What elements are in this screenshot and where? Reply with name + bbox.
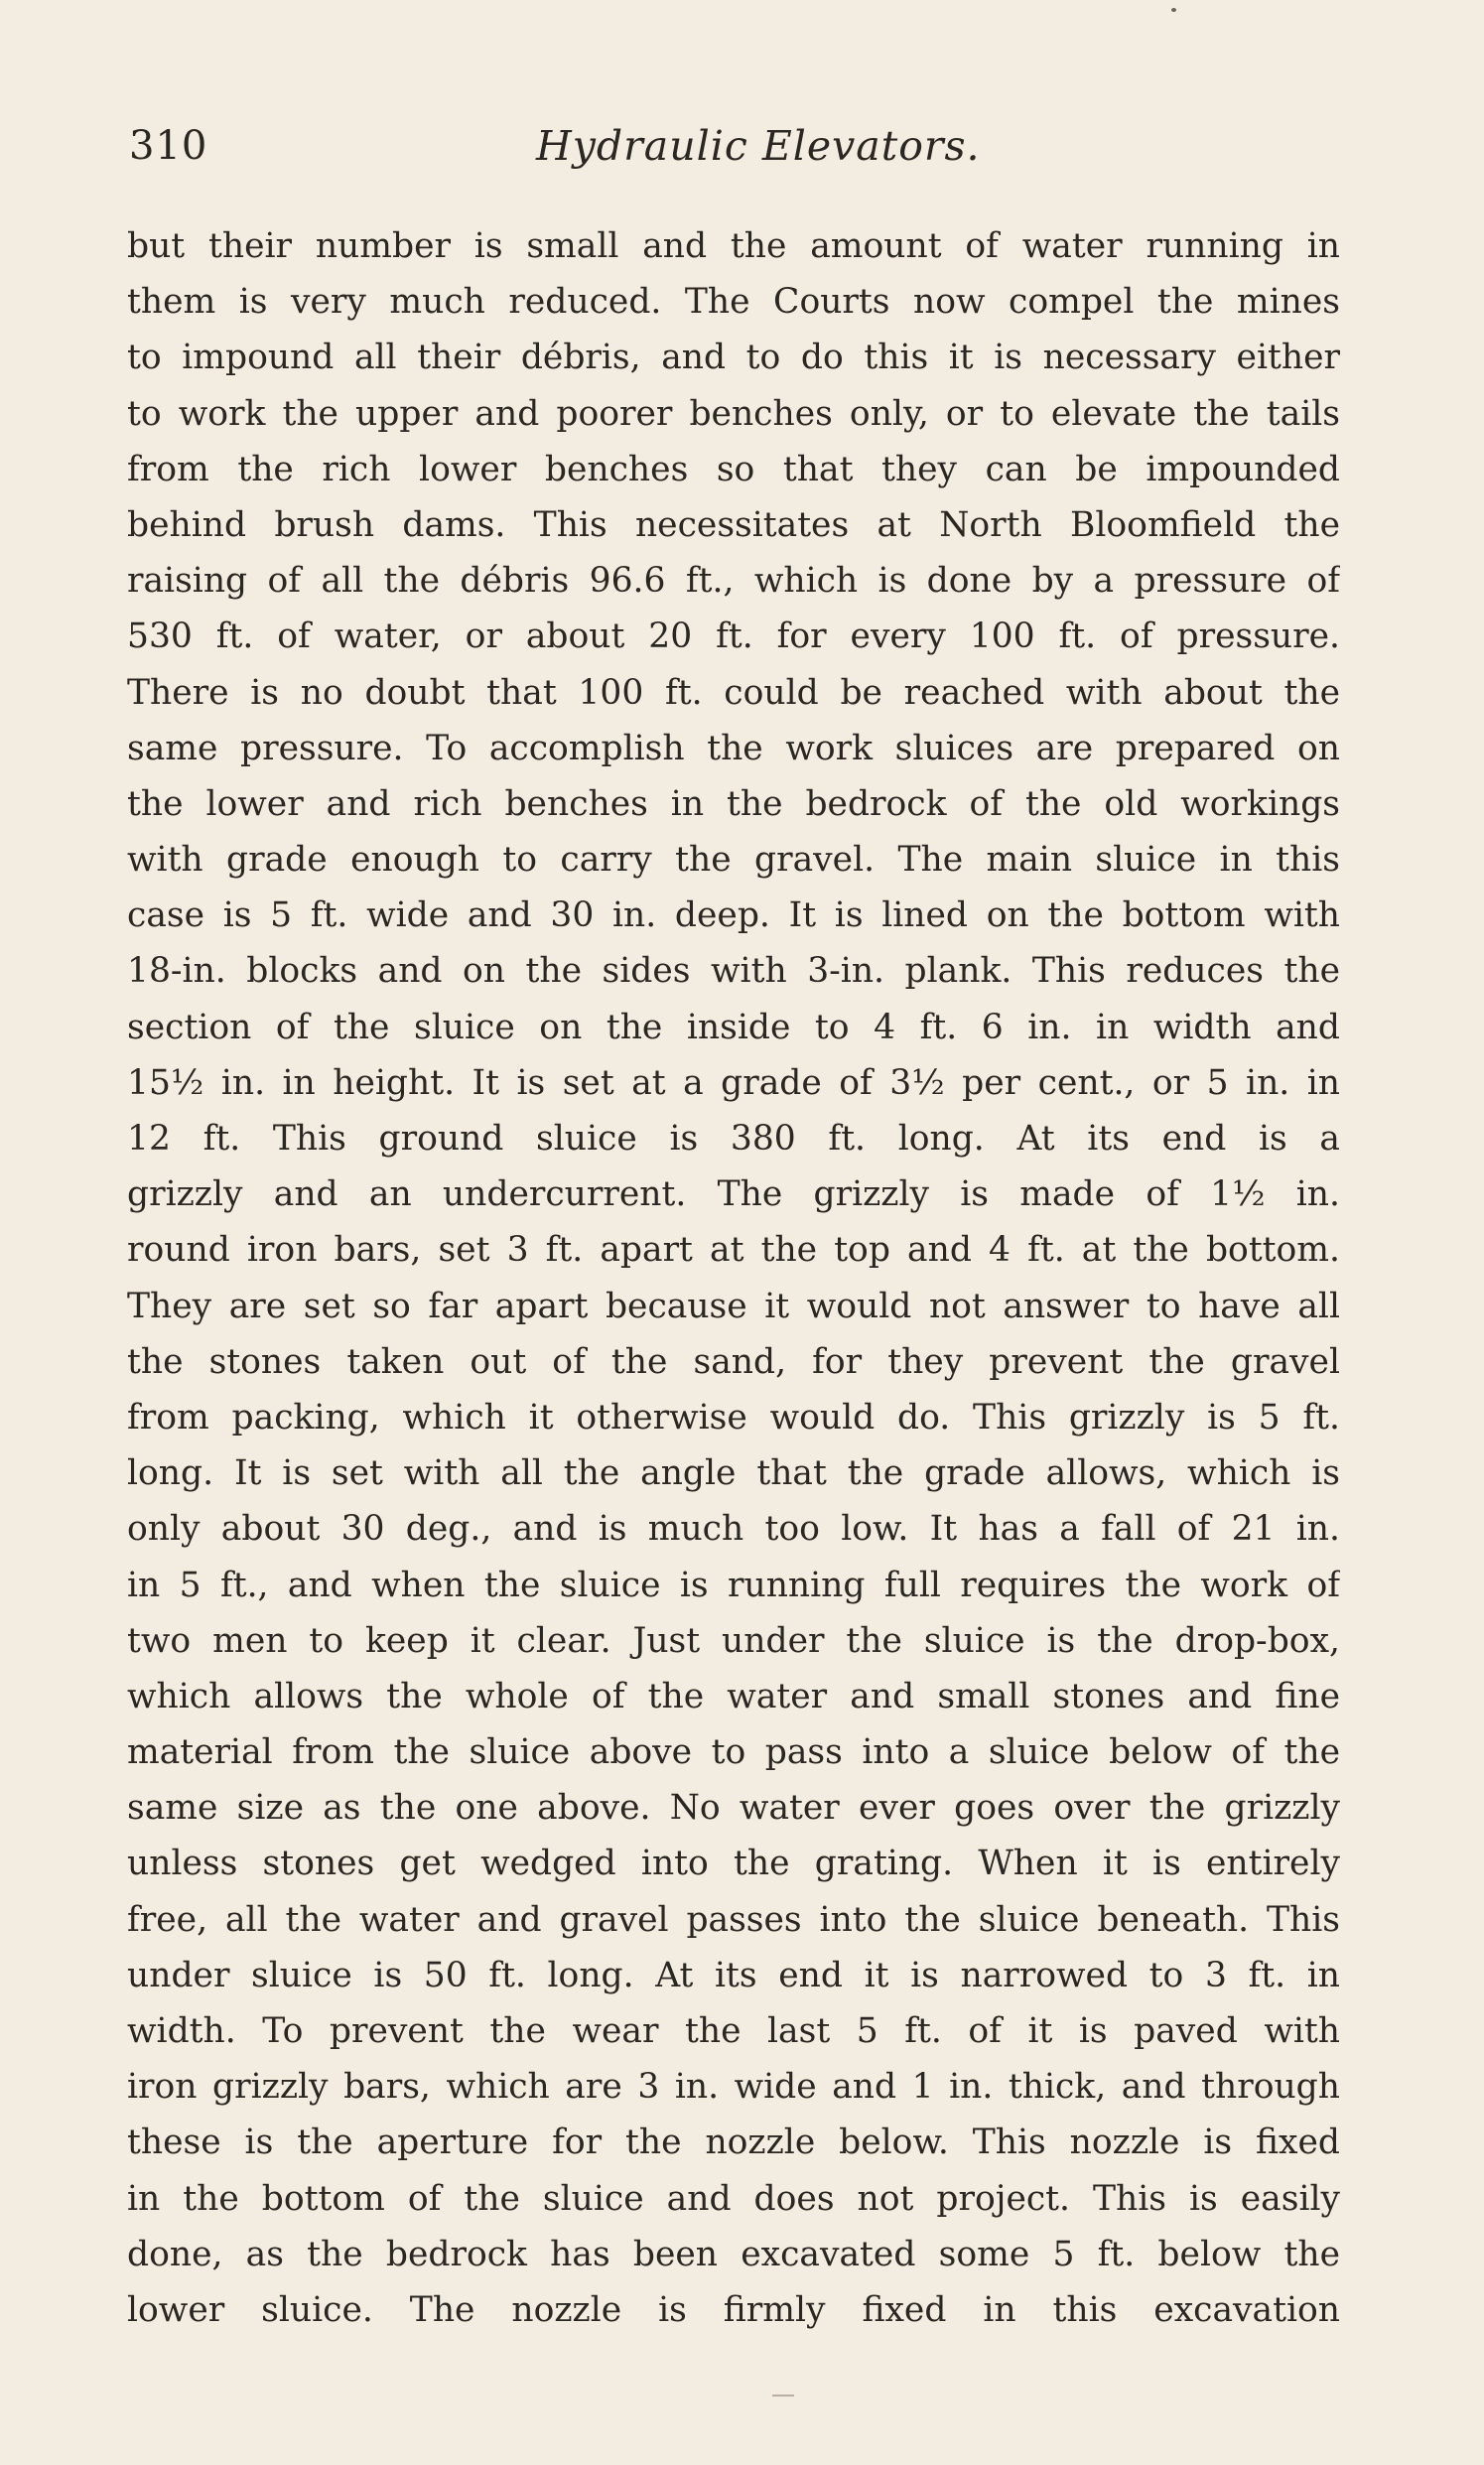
text-line: free, all the water and gravel passes into the sluice beneath. This [127, 1899, 1340, 1940]
text-line: 12 ft. This ground sluice is 380 ft. long. At its end is a [127, 1119, 1340, 1159]
text-line: iron grizzly bars, which are 3 in. wide and 1 in. thick, and through [127, 2067, 1340, 2108]
text-line: section of the sluice on the inside to 4 ft. 6 in. in width and [127, 1007, 1340, 1047]
text-line: the lower and rich benches in the bedrock of the old workings [127, 783, 1340, 824]
text-line: from packing, which it otherwise would do. This grizzly is 5 ft. [127, 1397, 1340, 1438]
text-line: behind brush dams. This necessitates at North Bloomfield the [127, 504, 1340, 545]
ink-speck [1171, 8, 1176, 12]
text-line: width. To prevent the wear the last 5 ft. of it is paved with [127, 2011, 1340, 2051]
text-line: to impound all their débris, and to do this it is necessary either [127, 338, 1340, 378]
text-line: grizzly and an undercurrent. The grizzly is made of 1½ in. [127, 1174, 1340, 1215]
text-line: two men to keep it clear. Just under the sluice is the drop-box, [127, 1620, 1340, 1661]
text-line: from the rich lower benches so that they can be impounded [127, 449, 1340, 489]
text-line: the stones taken out of the sand, for they prevent the gravel [127, 1341, 1340, 1382]
text-line: with grade enough to carry the gravel. The main sluice in this [127, 840, 1340, 881]
body-text [127, 218, 1340, 2338]
text-line: lower sluice. The nozzle is firmly fixed in this excavation [127, 2289, 1340, 2330]
text-line: these is the aperture for the nozzle below. This nozzle is fixed [127, 2123, 1340, 2163]
text-line: under sluice is 50 ft. long. At its end it is narrowed to 3 ft. in [127, 1955, 1340, 1995]
text-line: 18-in. blocks and on the sides with 3-in. plank. This reduces the [127, 951, 1340, 992]
text-line: They are set so far apart because it would not answer to have all [127, 1286, 1340, 1326]
text-line: same pressure. To accomplish the work sluices are prepared on [127, 728, 1340, 768]
running-head: Hydraulic Elevators. [536, 122, 981, 170]
text-line: 530 ft. of water, or about 20 ft. for every 100 ft. of pressure. [127, 616, 1340, 657]
text-line: unless stones get wedged into the grating. When it is entirely [127, 1844, 1340, 1884]
bottom-mark [772, 2395, 794, 2397]
text-line: material from the sluice above to pass into a sluice below of the [127, 1732, 1340, 1773]
text-line: in the bottom of the sluice and does not project. This is easily [127, 2178, 1340, 2219]
text-line: which allows the whole of the water and small stones and fine [127, 1676, 1340, 1716]
text-line: but their number is small and the amount of water running in [127, 226, 1340, 266]
text-line: in 5 ft., and when the sluice is running full requires the work of [127, 1565, 1340, 1605]
text-line: 15½ in. in height. It is set at a grade of 3½ per cent., or 5 in. in [127, 1062, 1340, 1103]
text-line: only about 30 deg., and is much too low. It has a fall of 21 in. [127, 1509, 1340, 1550]
text-line: case is 5 ft. wide and 30 in. deep. It is lined on the bottom with [127, 895, 1340, 936]
text-line: round iron bars, set 3 ft. apart at the top and 4 ft. at the bottom. [127, 1230, 1340, 1271]
text-line: There is no doubt that 100 ft. could be reached with about the [127, 672, 1340, 713]
text-line: to work the upper and poorer benches only, or to elevate the tails [127, 393, 1340, 434]
text-line: same size as the one above. No water ever goes over the grizzly [127, 1788, 1340, 1829]
page-number: 310 [129, 123, 208, 169]
page-header [129, 121, 1340, 171]
text-line: them is very much reduced. The Courts now compel the mines [127, 282, 1340, 323]
text-line: long. It is set with all the angle that the grade allows, which is [127, 1453, 1340, 1494]
text-line: raising of all the débris 96.6 ft., which is done by a pressure of [127, 561, 1340, 602]
text-line: done, as the bedrock has been excavated some 5 ft. below the [127, 2234, 1340, 2274]
